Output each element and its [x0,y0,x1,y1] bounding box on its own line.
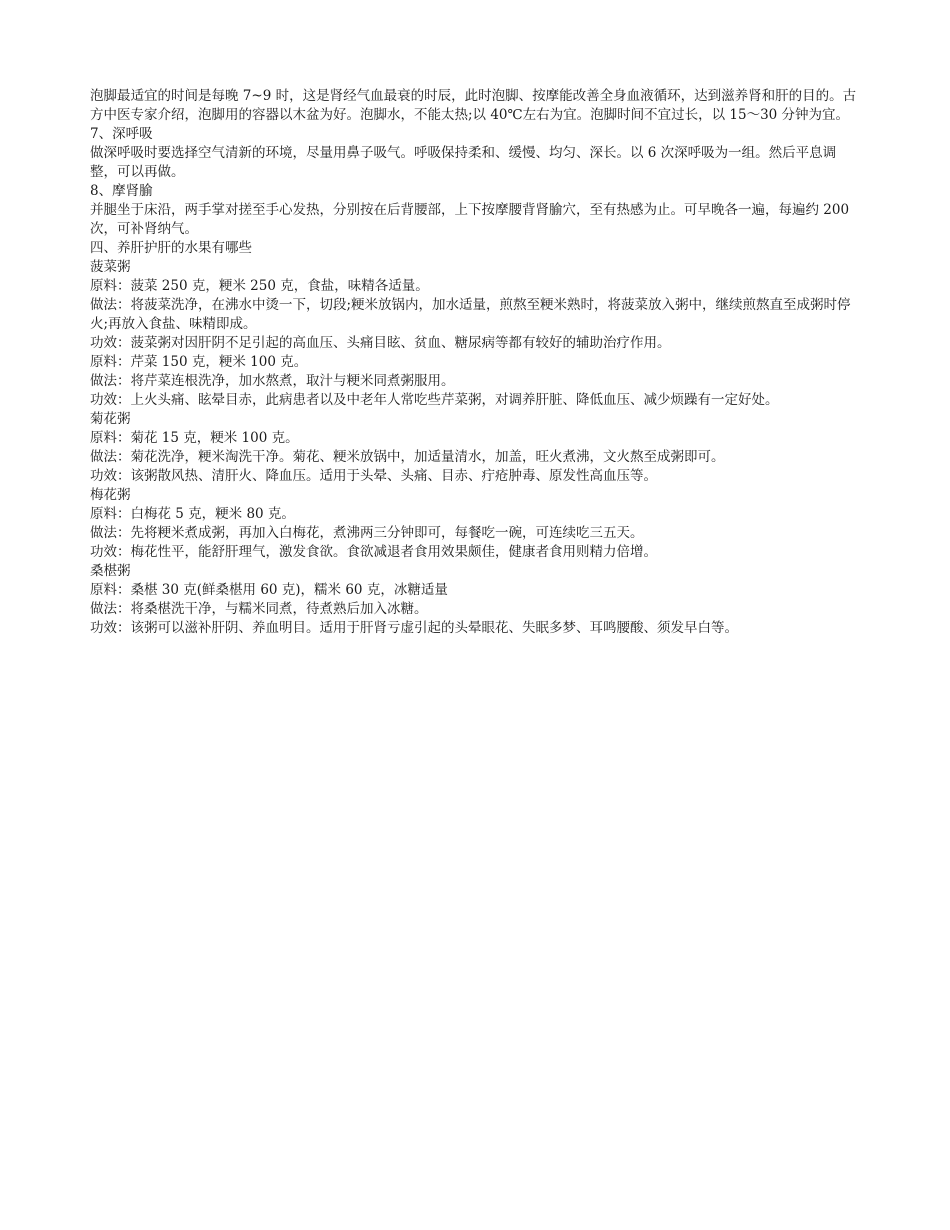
document-body [90,87,860,638]
mulberry-effect: 功效：该粥可以滋补肝阴、养血明目。适用于肝肾亏虚引起的头晕眼花、失眠多梦、耳鸣腰酸、须发早白等。 [90,620,738,636]
paragraph-deep-breathing: 做深呼吸时要选择空气清新的环境，尽量用鼻子吸气。呼吸保持柔和、缓慢、均匀、深长。以 6 次深呼吸为一组。然后平息调整，可以再做。 [90,145,837,180]
heading-mulberry-porridge: 桑椹粥 [90,563,131,579]
celery-effect: 功效：上火头痛、眩晕目赤，此病患者以及中老年人常吃些芹菜粥，对调养肝脏、降低血压、减少烦躁有一定好处。 [90,392,779,408]
celery-ingredients: 原料：芹菜 150 克，粳米 100 克。 [90,354,308,370]
heading-deep-breathing: 7、深呼吸 [90,126,153,142]
spinach-effect: 功效：菠菜粥对因肝阴不足引起的高血压、头痛目眩、贫血、糖尿病等都有较好的辅助治疗作用。 [90,335,671,351]
paragraph-kidney-massage: 并腿坐于床沿，两手掌对搓至手心发热，分别按在后背腰部，上下按摩腰背肾腧穴，至有热感为止。可早晚各一遍，每遍约 200 次，可补肾纳气。 [90,202,850,237]
heading-kidney-massage: 8、摩肾腧 [90,183,153,199]
paragraph-foot-soak: 泡脚最适宜的时间是每晚 7~9 时，这是肾经气血最衰的时辰，此时泡脚、按摩能改善全身血液循环，达到滋养肾和肝的目的。古方中医专家介绍，泡脚用的容器以木盆为好。泡脚水，不能太热;以 40℃左右为宜。泡脚时间不宜过长，以 15～30 分钟为宜。 [90,88,857,123]
plum-ingredients: 原料：白梅花 5 克，粳米 80 克。 [90,506,295,522]
chrysanthemum-method: 做法：菊花洗净，粳米淘洗干净。菊花、粳米放锅中，加适量清水，加盖，旺火煮沸，文火熬至成粥即可。 [90,449,725,465]
heading-plum-blossom-porridge: 梅花粥 [90,487,131,503]
celery-method: 做法：将芹菜连根洗净，加水熬煮，取汁与粳米同煮粥服用。 [90,373,455,389]
spinach-method: 做法：将菠菜洗净，在沸水中烫一下，切段;粳米放锅内，加水适量，煎熬至粳米熟时，将菠菜放入粥中，继续煎熬直至成粥时停火;再放入食盐、味精即成。 [90,297,851,332]
heading-chrysanthemum-porridge: 菊花粥 [90,411,131,427]
plum-effect: 功效：梅花性平，能舒肝理气，激发食欲。食欲减退者食用效果颇佳，健康者食用则精力倍增。 [90,544,657,560]
mulberry-method: 做法：将桑椹洗干净，与糯米同煮，待煮熟后加入冰糖。 [90,601,428,617]
spinach-ingredients: 原料：菠菜 250 克，粳米 250 克，食盐，味精各适量。 [90,278,429,294]
section-heading-liver-fruits: 四、养肝护肝的水果有哪些 [90,240,252,256]
heading-spinach-porridge: 菠菜粥 [90,259,131,275]
mulberry-ingredients: 原料：桑椹 30 克(鲜桑椹用 60 克)，糯米 60 克，冰糖适量 [90,582,448,598]
chrysanthemum-effect: 功效：该粥散风热、清肝火、降血压。适用于头晕、头痛、目赤、疔疮肿毒、原发性高血压等。 [90,468,657,484]
chrysanthemum-ingredients: 原料：菊花 15 克，粳米 100 克。 [90,430,299,446]
plum-method: 做法：先将粳米煮成粥，再加入白梅花，煮沸两三分钟即可，每餐吃一碗，可连续吃三五天。 [90,525,644,541]
